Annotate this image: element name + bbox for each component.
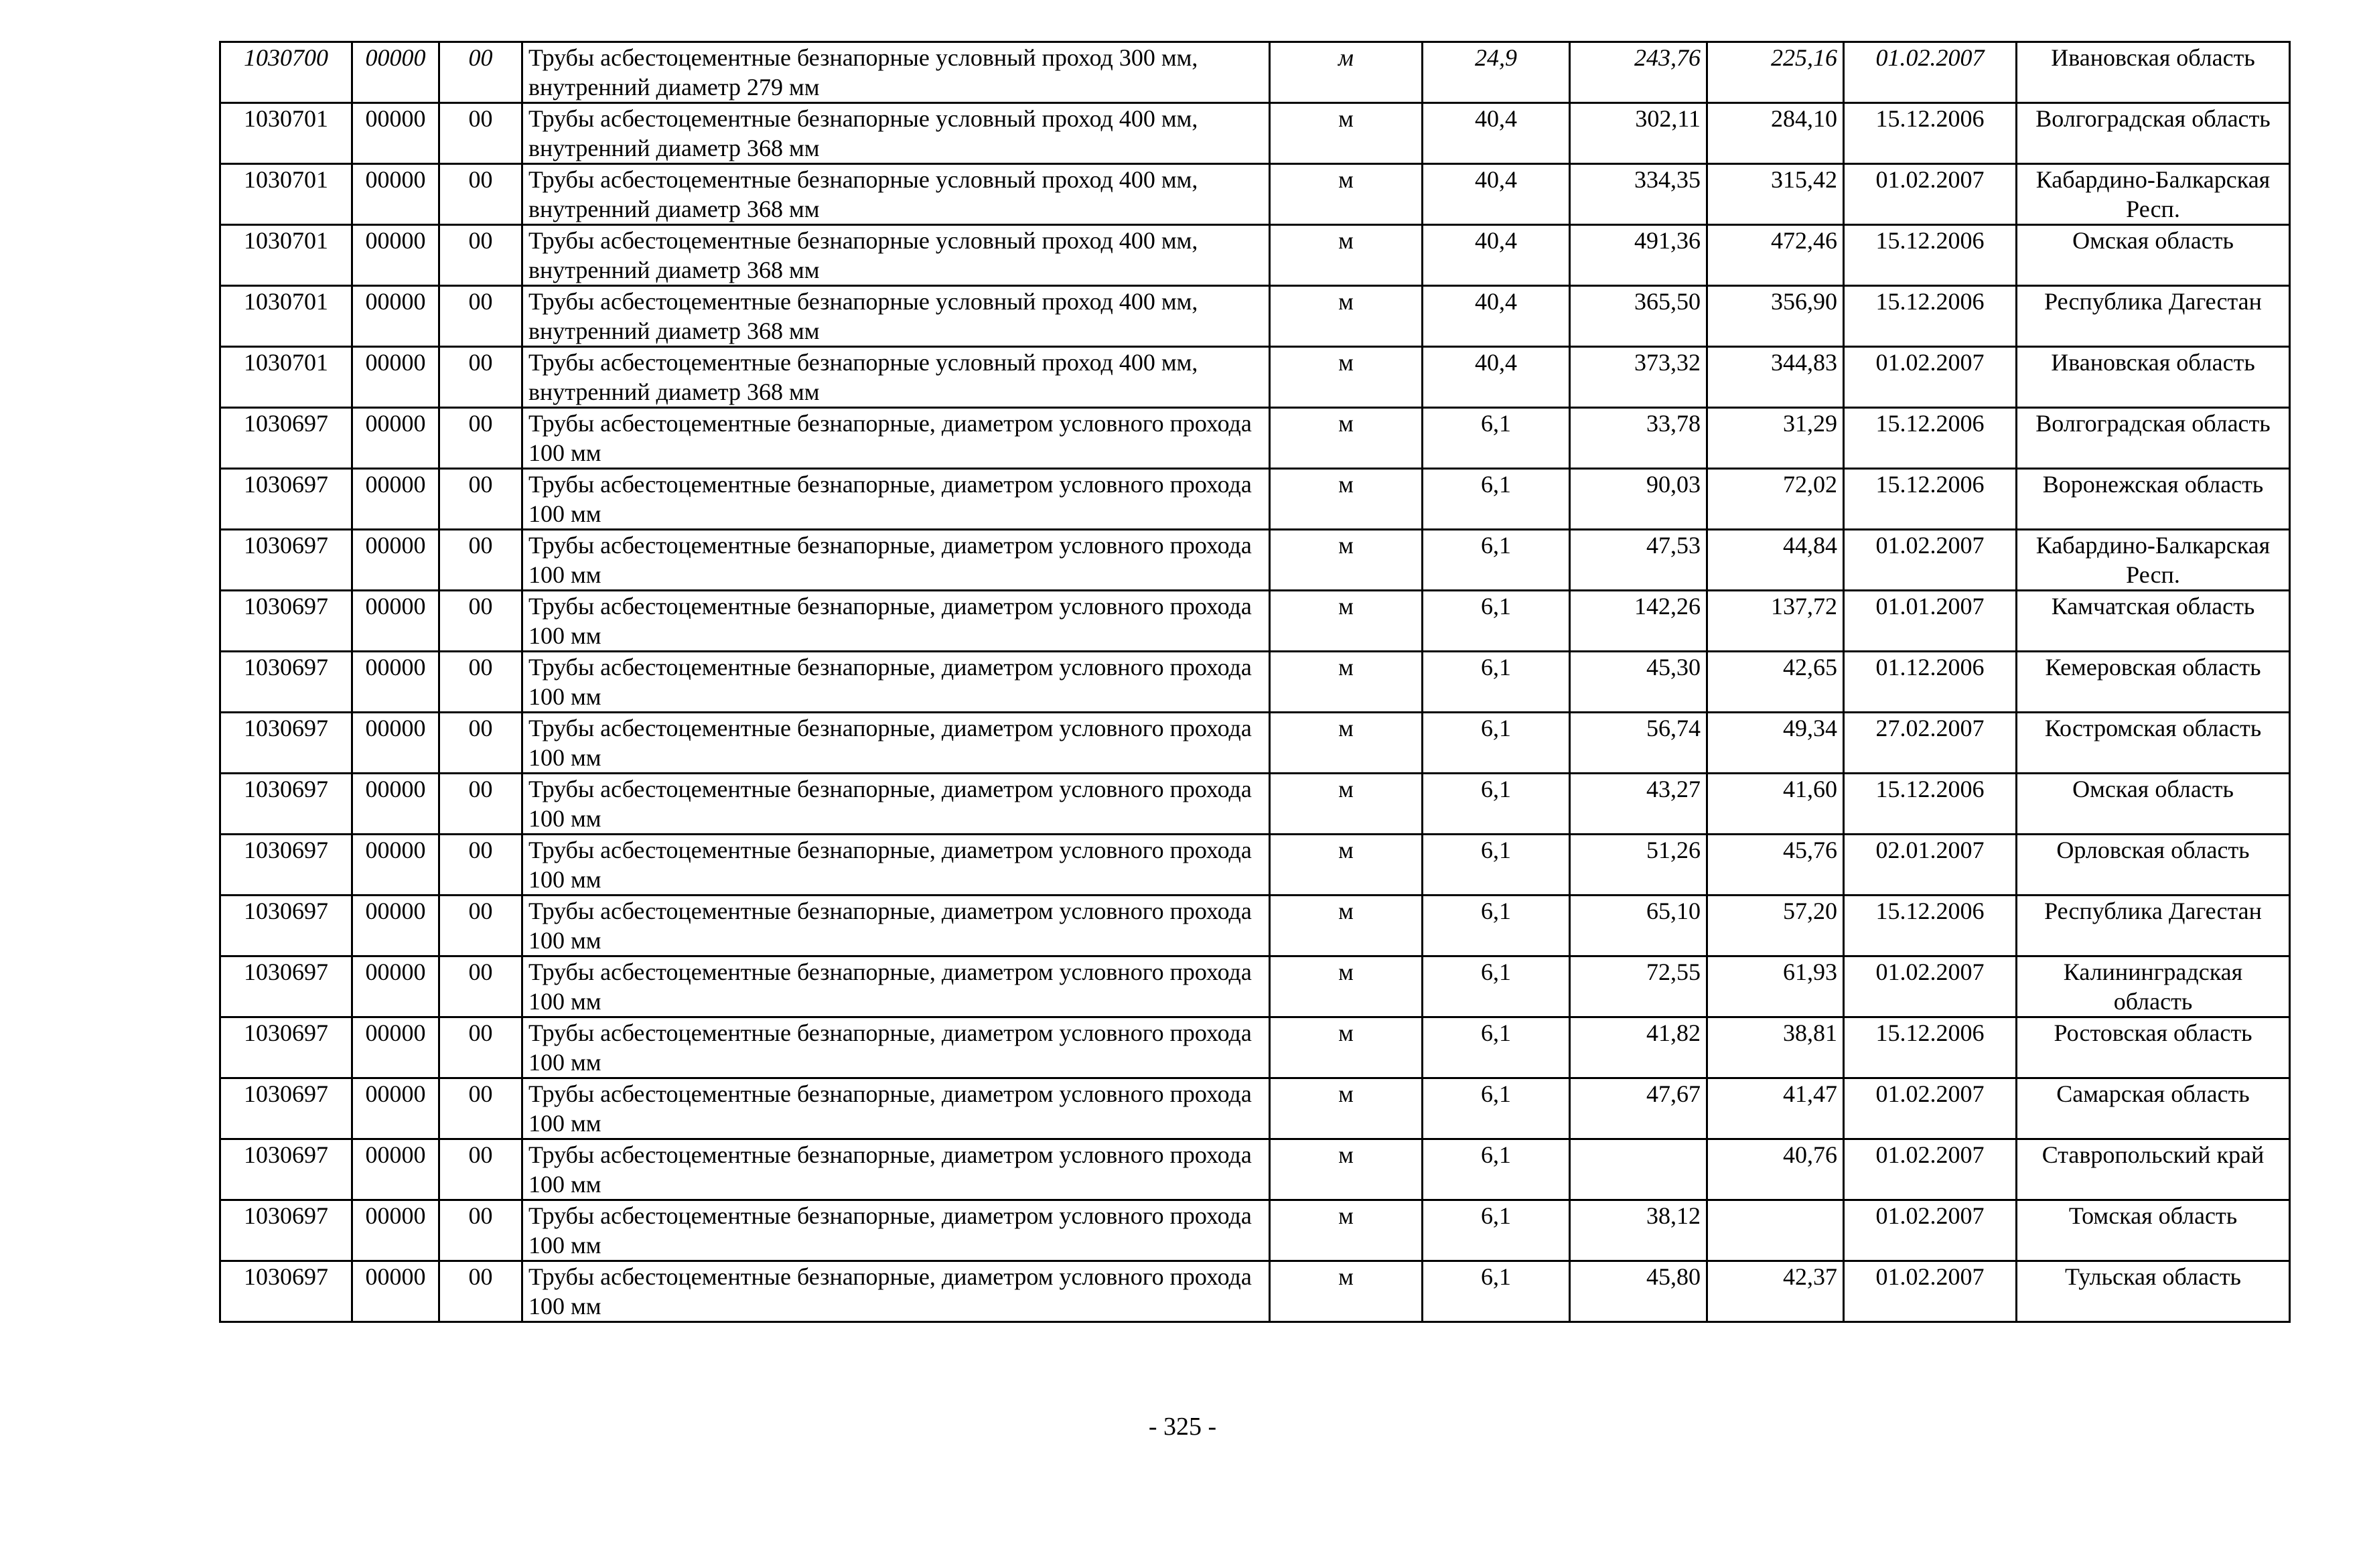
row-description: Трубы асбестоцементные безнапорные условный проход 400 мм, внутренний диаметр 368 мм bbox=[522, 225, 1270, 286]
row-description: Трубы асбестоцементные безнапорные, диаметром условного прохода 100 мм bbox=[522, 713, 1270, 774]
row-value-3: 344,83 bbox=[1707, 347, 1844, 408]
row-subcode: 00000 bbox=[352, 103, 439, 164]
row-value-1: 6,1 bbox=[1423, 1017, 1570, 1078]
row-code: 1030697 bbox=[220, 835, 352, 896]
row-code: 1030697 bbox=[220, 469, 352, 530]
row-value-3: 315,42 bbox=[1707, 164, 1844, 225]
row-class: 00 bbox=[439, 530, 522, 591]
row-value-2: 56,74 bbox=[1570, 713, 1707, 774]
row-region: Ивановская область bbox=[2017, 42, 2290, 103]
row-date: 15.12.2006 bbox=[1844, 225, 2017, 286]
row-value-3: 72,02 bbox=[1707, 469, 1844, 530]
row-subcode: 00000 bbox=[352, 591, 439, 652]
row-subcode: 00000 bbox=[352, 896, 439, 956]
row-value-2: 72,55 bbox=[1570, 956, 1707, 1017]
row-value-1: 6,1 bbox=[1423, 1139, 1570, 1200]
row-region: Республика Дагестан bbox=[2017, 286, 2290, 347]
table-row bbox=[220, 652, 2290, 713]
table-row bbox=[220, 1139, 2290, 1200]
row-value-2: 33,78 bbox=[1570, 408, 1707, 469]
row-value-2: 373,32 bbox=[1570, 347, 1707, 408]
row-unit: м bbox=[1270, 469, 1423, 530]
table-row bbox=[220, 1200, 2290, 1261]
row-class: 00 bbox=[439, 286, 522, 347]
row-value-3: 38,81 bbox=[1707, 1017, 1844, 1078]
table-row bbox=[220, 1017, 2290, 1078]
row-code: 1030701 bbox=[220, 164, 352, 225]
row-value-1: 6,1 bbox=[1423, 713, 1570, 774]
row-description: Трубы асбестоцементные безнапорные условный проход 400 мм, внутренний диаметр 368 мм bbox=[522, 103, 1270, 164]
row-value-1: 6,1 bbox=[1423, 1200, 1570, 1261]
row-description: Трубы асбестоцементные безнапорные, диаметром условного прохода 100 мм bbox=[522, 1078, 1270, 1139]
row-value-3: 57,20 bbox=[1707, 896, 1844, 956]
row-unit: м bbox=[1270, 1261, 1423, 1322]
row-description: Трубы асбестоцементные безнапорные, диаметром условного прохода 100 мм bbox=[522, 1200, 1270, 1261]
row-value-2: 243,76 bbox=[1570, 42, 1707, 103]
row-value-1: 6,1 bbox=[1423, 1261, 1570, 1322]
row-region: Ставропольский край bbox=[2017, 1139, 2290, 1200]
row-description: Трубы асбестоцементные безнапорные, диаметром условного прохода 100 мм bbox=[522, 896, 1270, 956]
row-region: Омская область bbox=[2017, 774, 2290, 835]
row-value-1: 6,1 bbox=[1423, 652, 1570, 713]
row-value-3: 61,93 bbox=[1707, 956, 1844, 1017]
row-subcode: 00000 bbox=[352, 652, 439, 713]
row-region: Калининградская область bbox=[2017, 956, 2290, 1017]
table-row bbox=[220, 956, 2290, 1017]
row-value-2: 90,03 bbox=[1570, 469, 1707, 530]
row-value-2: 334,35 bbox=[1570, 164, 1707, 225]
row-class: 00 bbox=[439, 835, 522, 896]
row-code: 1030697 bbox=[220, 530, 352, 591]
row-unit: м bbox=[1270, 164, 1423, 225]
row-date: 01.02.2007 bbox=[1844, 1139, 2017, 1200]
table-row bbox=[220, 103, 2290, 164]
row-value-3: 45,76 bbox=[1707, 835, 1844, 896]
row-description: Трубы асбестоцементные безнапорные условный проход 400 мм, внутренний диаметр 368 мм bbox=[522, 347, 1270, 408]
row-description: Трубы асбестоцементные безнапорные, диаметром условного прохода 100 мм bbox=[522, 1139, 1270, 1200]
row-value-1: 40,4 bbox=[1423, 286, 1570, 347]
row-subcode: 00000 bbox=[352, 530, 439, 591]
row-region: Костромская область bbox=[2017, 713, 2290, 774]
table-row bbox=[220, 774, 2290, 835]
row-value-1: 6,1 bbox=[1423, 774, 1570, 835]
row-code: 1030697 bbox=[220, 1261, 352, 1322]
row-value-3: 41,60 bbox=[1707, 774, 1844, 835]
row-unit: м bbox=[1270, 1017, 1423, 1078]
row-subcode: 00000 bbox=[352, 347, 439, 408]
row-region: Волгоградская область bbox=[2017, 103, 2290, 164]
row-unit: м bbox=[1270, 835, 1423, 896]
row-value-1: 6,1 bbox=[1423, 530, 1570, 591]
row-region: Ростовская область bbox=[2017, 1017, 2290, 1078]
row-value-3: 472,46 bbox=[1707, 225, 1844, 286]
row-code: 1030697 bbox=[220, 408, 352, 469]
price-table bbox=[219, 41, 2291, 1323]
row-class: 00 bbox=[439, 1017, 522, 1078]
row-code: 1030701 bbox=[220, 347, 352, 408]
row-subcode: 00000 bbox=[352, 1261, 439, 1322]
row-date: 15.12.2006 bbox=[1844, 896, 2017, 956]
row-region: Кабардино-Балкарская Респ. bbox=[2017, 164, 2290, 225]
row-value-1: 6,1 bbox=[1423, 896, 1570, 956]
row-value-1: 6,1 bbox=[1423, 469, 1570, 530]
row-class: 00 bbox=[439, 408, 522, 469]
row-unit: м bbox=[1270, 1078, 1423, 1139]
row-value-3: 49,34 bbox=[1707, 713, 1844, 774]
row-class: 00 bbox=[439, 347, 522, 408]
row-unit: м bbox=[1270, 896, 1423, 956]
row-value-2: 41,82 bbox=[1570, 1017, 1707, 1078]
row-code: 1030701 bbox=[220, 103, 352, 164]
row-code: 1030697 bbox=[220, 896, 352, 956]
row-code: 1030697 bbox=[220, 774, 352, 835]
row-value-2: 47,67 bbox=[1570, 1078, 1707, 1139]
row-region: Омская область bbox=[2017, 225, 2290, 286]
row-value-2: 65,10 bbox=[1570, 896, 1707, 956]
row-date: 15.12.2006 bbox=[1844, 286, 2017, 347]
row-value-1: 40,4 bbox=[1423, 103, 1570, 164]
row-region: Кемеровская область bbox=[2017, 652, 2290, 713]
row-class: 00 bbox=[439, 1139, 522, 1200]
table-row bbox=[220, 713, 2290, 774]
row-unit: м bbox=[1270, 652, 1423, 713]
row-description: Трубы асбестоцементные безнапорные, диаметром условного прохода 100 мм bbox=[522, 408, 1270, 469]
table-row bbox=[220, 530, 2290, 591]
row-subcode: 00000 bbox=[352, 1078, 439, 1139]
table-row bbox=[220, 225, 2290, 286]
row-date: 15.12.2006 bbox=[1844, 1017, 2017, 1078]
row-code: 1030697 bbox=[220, 1078, 352, 1139]
row-value-3: 225,16 bbox=[1707, 42, 1844, 103]
row-region: Воронежская область bbox=[2017, 469, 2290, 530]
table-row bbox=[220, 469, 2290, 530]
row-date: 01.02.2007 bbox=[1844, 530, 2017, 591]
row-date: 15.12.2006 bbox=[1844, 103, 2017, 164]
row-value-3: 284,10 bbox=[1707, 103, 1844, 164]
row-subcode: 00000 bbox=[352, 225, 439, 286]
row-region: Ивановская область bbox=[2017, 347, 2290, 408]
row-value-1: 6,1 bbox=[1423, 591, 1570, 652]
row-code: 1030697 bbox=[220, 713, 352, 774]
row-description: Трубы асбестоцементные безнапорные, диаметром условного прохода 100 мм bbox=[522, 835, 1270, 896]
row-unit: м bbox=[1270, 591, 1423, 652]
table-row bbox=[220, 591, 2290, 652]
row-value-1: 6,1 bbox=[1423, 408, 1570, 469]
row-value-3: 44,84 bbox=[1707, 530, 1844, 591]
row-unit: м bbox=[1270, 713, 1423, 774]
row-subcode: 00000 bbox=[352, 713, 439, 774]
row-value-3: 356,90 bbox=[1707, 286, 1844, 347]
row-date: 02.01.2007 bbox=[1844, 835, 2017, 896]
table-row bbox=[220, 1261, 2290, 1322]
row-code: 1030697 bbox=[220, 1139, 352, 1200]
row-subcode: 00000 bbox=[352, 42, 439, 103]
row-subcode: 00000 bbox=[352, 469, 439, 530]
row-code: 1030697 bbox=[220, 956, 352, 1017]
row-value-3: 40,76 bbox=[1707, 1139, 1844, 1200]
row-class: 00 bbox=[439, 1261, 522, 1322]
row-class: 00 bbox=[439, 591, 522, 652]
row-value-2: 51,26 bbox=[1570, 835, 1707, 896]
row-value-1: 40,4 bbox=[1423, 164, 1570, 225]
row-date: 01.02.2007 bbox=[1844, 956, 2017, 1017]
table-row bbox=[220, 1078, 2290, 1139]
row-unit: м bbox=[1270, 347, 1423, 408]
page-number: - 325 - bbox=[1148, 1413, 1217, 1441]
row-value-3: 41,47 bbox=[1707, 1078, 1844, 1139]
row-unit: м bbox=[1270, 774, 1423, 835]
row-region: Томская область bbox=[2017, 1200, 2290, 1261]
row-value-3: 42,65 bbox=[1707, 652, 1844, 713]
row-class: 00 bbox=[439, 713, 522, 774]
row-description: Трубы асбестоцементные безнапорные, диаметром условного прохода 100 мм bbox=[522, 1261, 1270, 1322]
row-value-1: 6,1 bbox=[1423, 835, 1570, 896]
row-code: 1030697 bbox=[220, 652, 352, 713]
row-description: Трубы асбестоцементные безнапорные условный проход 300 мм, внутренний диаметр 279 мм bbox=[522, 42, 1270, 103]
row-description: Трубы асбестоцементные безнапорные, диаметром условного прохода 100 мм bbox=[522, 469, 1270, 530]
row-unit: м bbox=[1270, 286, 1423, 347]
row-date: 01.02.2007 bbox=[1844, 1261, 2017, 1322]
row-value-2: 43,27 bbox=[1570, 774, 1707, 835]
row-value-1: 24,9 bbox=[1423, 42, 1570, 103]
row-unit: м bbox=[1270, 1200, 1423, 1261]
row-code: 1030697 bbox=[220, 1200, 352, 1261]
table-row bbox=[220, 408, 2290, 469]
row-date: 01.01.2007 bbox=[1844, 591, 2017, 652]
row-date: 01.12.2006 bbox=[1844, 652, 2017, 713]
row-value-3: 42,37 bbox=[1707, 1261, 1844, 1322]
row-subcode: 00000 bbox=[352, 1139, 439, 1200]
row-subcode: 00000 bbox=[352, 1200, 439, 1261]
row-date: 15.12.2006 bbox=[1844, 774, 2017, 835]
row-region: Республика Дагестан bbox=[2017, 896, 2290, 956]
row-code: 1030701 bbox=[220, 225, 352, 286]
row-subcode: 00000 bbox=[352, 408, 439, 469]
row-region: Волгоградская область bbox=[2017, 408, 2290, 469]
row-class: 00 bbox=[439, 652, 522, 713]
row-class: 00 bbox=[439, 103, 522, 164]
row-class: 00 bbox=[439, 164, 522, 225]
row-description: Трубы асбестоцементные безнапорные, диаметром условного прохода 100 мм bbox=[522, 1017, 1270, 1078]
row-value-1: 6,1 bbox=[1423, 956, 1570, 1017]
row-date: 27.02.2007 bbox=[1844, 713, 2017, 774]
row-date: 01.02.2007 bbox=[1844, 1078, 2017, 1139]
row-value-3 bbox=[1707, 1200, 1844, 1261]
row-code: 1030700 bbox=[220, 42, 352, 103]
row-region: Самарская область bbox=[2017, 1078, 2290, 1139]
row-value-2: 142,26 bbox=[1570, 591, 1707, 652]
row-unit: м bbox=[1270, 225, 1423, 286]
row-date: 01.02.2007 bbox=[1844, 347, 2017, 408]
row-region: Кабардино-Балкарская Респ. bbox=[2017, 530, 2290, 591]
row-value-1: 40,4 bbox=[1423, 347, 1570, 408]
row-value-2: 365,50 bbox=[1570, 286, 1707, 347]
row-class: 00 bbox=[439, 42, 522, 103]
row-value-2: 302,11 bbox=[1570, 103, 1707, 164]
table-row bbox=[220, 164, 2290, 225]
row-description: Трубы асбестоцементные безнапорные, диаметром условного прохода 100 мм bbox=[522, 591, 1270, 652]
row-value-2: 47,53 bbox=[1570, 530, 1707, 591]
row-unit: м bbox=[1270, 956, 1423, 1017]
row-value-2: 38,12 bbox=[1570, 1200, 1707, 1261]
table-row bbox=[220, 896, 2290, 956]
row-class: 00 bbox=[439, 225, 522, 286]
row-description: Трубы асбестоцементные безнапорные условный проход 400 мм, внутренний диаметр 368 мм bbox=[522, 286, 1270, 347]
row-description: Трубы асбестоцементные безнапорные, диаметром условного прохода 100 мм bbox=[522, 956, 1270, 1017]
row-unit: м bbox=[1270, 1139, 1423, 1200]
row-value-2: 45,30 bbox=[1570, 652, 1707, 713]
row-value-3: 31,29 bbox=[1707, 408, 1844, 469]
row-date: 01.02.2007 bbox=[1844, 1200, 2017, 1261]
row-class: 00 bbox=[439, 956, 522, 1017]
row-subcode: 00000 bbox=[352, 835, 439, 896]
row-subcode: 00000 bbox=[352, 164, 439, 225]
row-subcode: 00000 bbox=[352, 286, 439, 347]
row-date: 15.12.2006 bbox=[1844, 469, 2017, 530]
row-unit: м bbox=[1270, 103, 1423, 164]
row-region: Орловская область bbox=[2017, 835, 2290, 896]
row-date: 01.02.2007 bbox=[1844, 42, 2017, 103]
row-description: Трубы асбестоцементные безнапорные, диаметром условного прохода 100 мм bbox=[522, 530, 1270, 591]
row-description: Трубы асбестоцементные безнапорные условный проход 400 мм, внутренний диаметр 368 мм bbox=[522, 164, 1270, 225]
row-class: 00 bbox=[439, 1078, 522, 1139]
row-description: Трубы асбестоцементные безнапорные, диаметром условного прохода 100 мм bbox=[522, 774, 1270, 835]
row-subcode: 00000 bbox=[352, 956, 439, 1017]
row-class: 00 bbox=[439, 1200, 522, 1261]
row-unit: м bbox=[1270, 42, 1423, 103]
row-code: 1030697 bbox=[220, 1017, 352, 1078]
row-subcode: 00000 bbox=[352, 1017, 439, 1078]
row-value-1: 6,1 bbox=[1423, 1078, 1570, 1139]
row-value-1: 40,4 bbox=[1423, 225, 1570, 286]
row-value-2 bbox=[1570, 1139, 1707, 1200]
row-date: 01.02.2007 bbox=[1844, 164, 2017, 225]
row-region: Тульская область bbox=[2017, 1261, 2290, 1322]
table-row bbox=[220, 835, 2290, 896]
row-unit: м bbox=[1270, 408, 1423, 469]
row-code: 1030701 bbox=[220, 286, 352, 347]
row-value-2: 491,36 bbox=[1570, 225, 1707, 286]
row-description: Трубы асбестоцементные безнапорные, диаметром условного прохода 100 мм bbox=[522, 652, 1270, 713]
row-region: Камчатская область bbox=[2017, 591, 2290, 652]
row-class: 00 bbox=[439, 469, 522, 530]
row-value-3: 137,72 bbox=[1707, 591, 1844, 652]
row-class: 00 bbox=[439, 774, 522, 835]
row-value-2: 45,80 bbox=[1570, 1261, 1707, 1322]
row-subcode: 00000 bbox=[352, 774, 439, 835]
row-class: 00 bbox=[439, 896, 522, 956]
table-row bbox=[220, 286, 2290, 347]
row-code: 1030697 bbox=[220, 591, 352, 652]
table-row bbox=[220, 347, 2290, 408]
row-unit: м bbox=[1270, 530, 1423, 591]
row-date: 15.12.2006 bbox=[1844, 408, 2017, 469]
table-row bbox=[220, 42, 2290, 103]
